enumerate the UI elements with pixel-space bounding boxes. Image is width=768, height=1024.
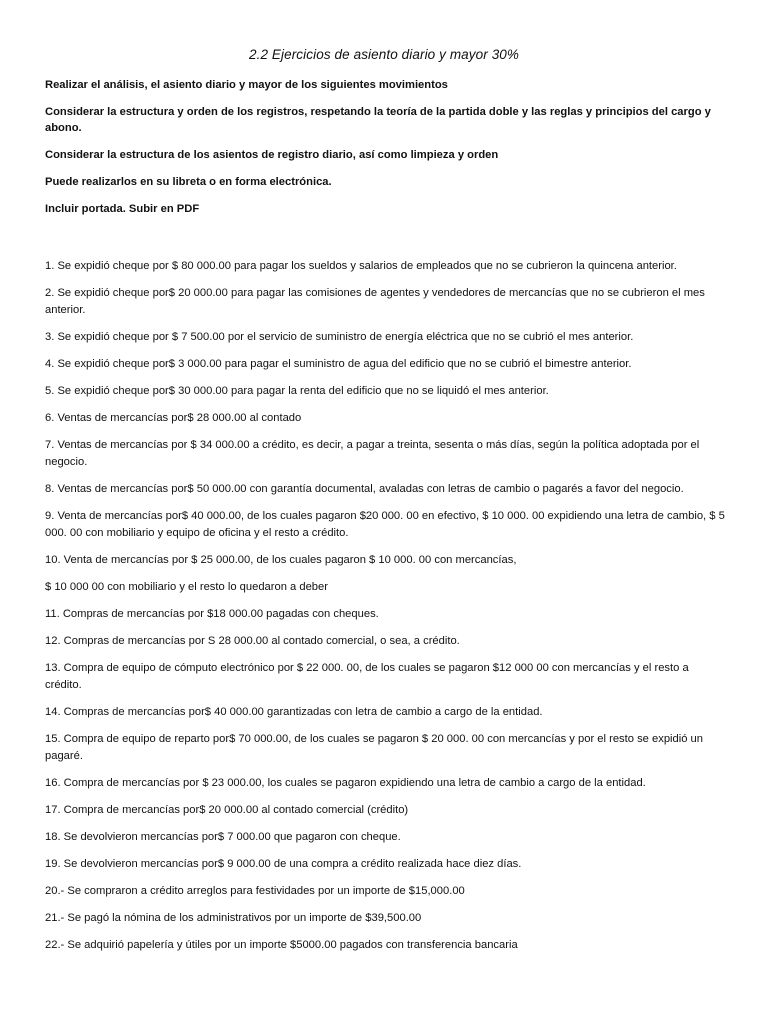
instruction-line: Considerar la estructura y orden de los registros, respetando la teoría de la partida doble y las reglas y principios del cargo y abono.: [45, 106, 711, 134]
exercise-item: 8. Ventas de mercancías por$ 50 000.00 con garantía documental, avaladas con letras de cambio o pagarés a favor del negocio.: [45, 483, 684, 495]
exercise-list: [45, 258, 725, 964]
exercise-item: 13. Compra de equipo de cómputo electrónico por $ 22 000. 00, de los cuales se pagaron $12 000 00 con mercancías y el resto a crédito.: [45, 662, 689, 691]
exercise-item: 15. Compra de equipo de reparto por$ 70 000.00, de los cuales se pagaron $ 20 000. 00 con mercancías y por el resto se expidió un pagaré.: [45, 733, 704, 762]
exercise-item: 19. Se devolvieron mercancías por$ 9 000.00 de una compra a crédito realizada hace diez días.: [45, 858, 522, 870]
exercise-item: 21.- Se pagó la nómina de los administrativos por un importe de $39,500.00: [45, 912, 422, 924]
exercise-item: 2. Se expidió cheque por$ 20 000.00 para pagar las comisiones de agentes y vendedores de mercancías que no se cubrieron el mes anterior.: [45, 287, 705, 316]
exercise-item: 20.- Se compraron a crédito arreglos para festividades por un importe de $15,000.00: [45, 885, 465, 897]
instruction-line: Puede realizarlos en su libreta o en forma electrónica.: [45, 176, 332, 188]
exercise-item: 14. Compras de mercancías por$ 40 000.00 garantizadas con letra de cambio a cargo de la entidad.: [45, 706, 543, 718]
exercise-item: 17. Compra de mercancías por$ 20 000.00 al contado comercial (crédito): [45, 804, 409, 816]
exercise-item: 10. Venta de mercancías por $ 25 000.00, de los cuales pagaron $ 10 000. 00 con mercancías,: [45, 554, 517, 566]
instruction-line: Considerar la estructura de los asientos de registro diario, así como limpieza y orden: [45, 149, 499, 161]
exercise-item: 7. Ventas de mercancías por $ 34 000.00 a crédito, es decir, a pagar a treinta, sesenta o más días, según la política adoptada por el negocio.: [45, 439, 700, 468]
exercise-item: $ 10 000 00 con mobiliario y el resto lo quedaron a deber: [45, 581, 328, 593]
exercise-item: 9. Venta de mercancías por$ 40 000.00, de los cuales pagaron $20 000. 00 en efectivo, $ 10 000. 00 expidiendo una letra de cambio, $ 5 000. 00 con mobiliario y equipo de oficina y el resto a crédito.: [45, 510, 725, 539]
document-title: 2.2 Ejercicios de asiento diario y mayor 30%: [248, 47, 520, 62]
exercise-item: 3. Se expidió cheque por $ 7 500.00 por el servicio de suministro de energía eléctrica que no se cubrió el mes anterior.: [45, 331, 634, 343]
exercise-item: 22.- Se adquirió papelería y útiles por un importe $5000.00 pagados con transferencia bancaria: [45, 939, 518, 951]
exercise-item: 6. Ventas de mercancías por$ 28 000.00 al contado: [45, 412, 302, 424]
exercise-item: 5. Se expidió cheque por$ 30 000.00 para pagar la renta del edificio que no se liquidó el mes anterior.: [45, 385, 549, 397]
instruction-line: Incluir portada. Subir en PDF: [45, 203, 200, 215]
exercise-item: 18. Se devolvieron mercancías por$ 7 000.00 que pagaron con cheque.: [45, 831, 401, 843]
exercise-item: 4. Se expidió cheque por$ 3 000.00 para pagar el suministro de agua del edificio que no se cubrió el bimestre anterior.: [45, 358, 632, 370]
exercise-item: 12. Compras de mercancías por S 28 000.00 al contado comercial, o sea, a crédito.: [45, 635, 460, 647]
exercise-item: 16. Compra de mercancías por $ 23 000.00, los cuales se pagaron expidiendo una letra de cambio a cargo de la entidad.: [45, 777, 646, 789]
instructions-block: [45, 77, 725, 228]
instruction-line: Realizar el análisis, el asiento diario y mayor de los siguientes movimientos: [45, 79, 448, 91]
exercise-item: 11. Compras de mercancías por $18 000.00 pagadas con cheques.: [45, 608, 379, 620]
exercise-item: 1. Se expidió cheque por $ 80 000.00 para pagar los sueldos y salarios de empleados que no se cubrieron la quincena anterior.: [45, 260, 677, 272]
